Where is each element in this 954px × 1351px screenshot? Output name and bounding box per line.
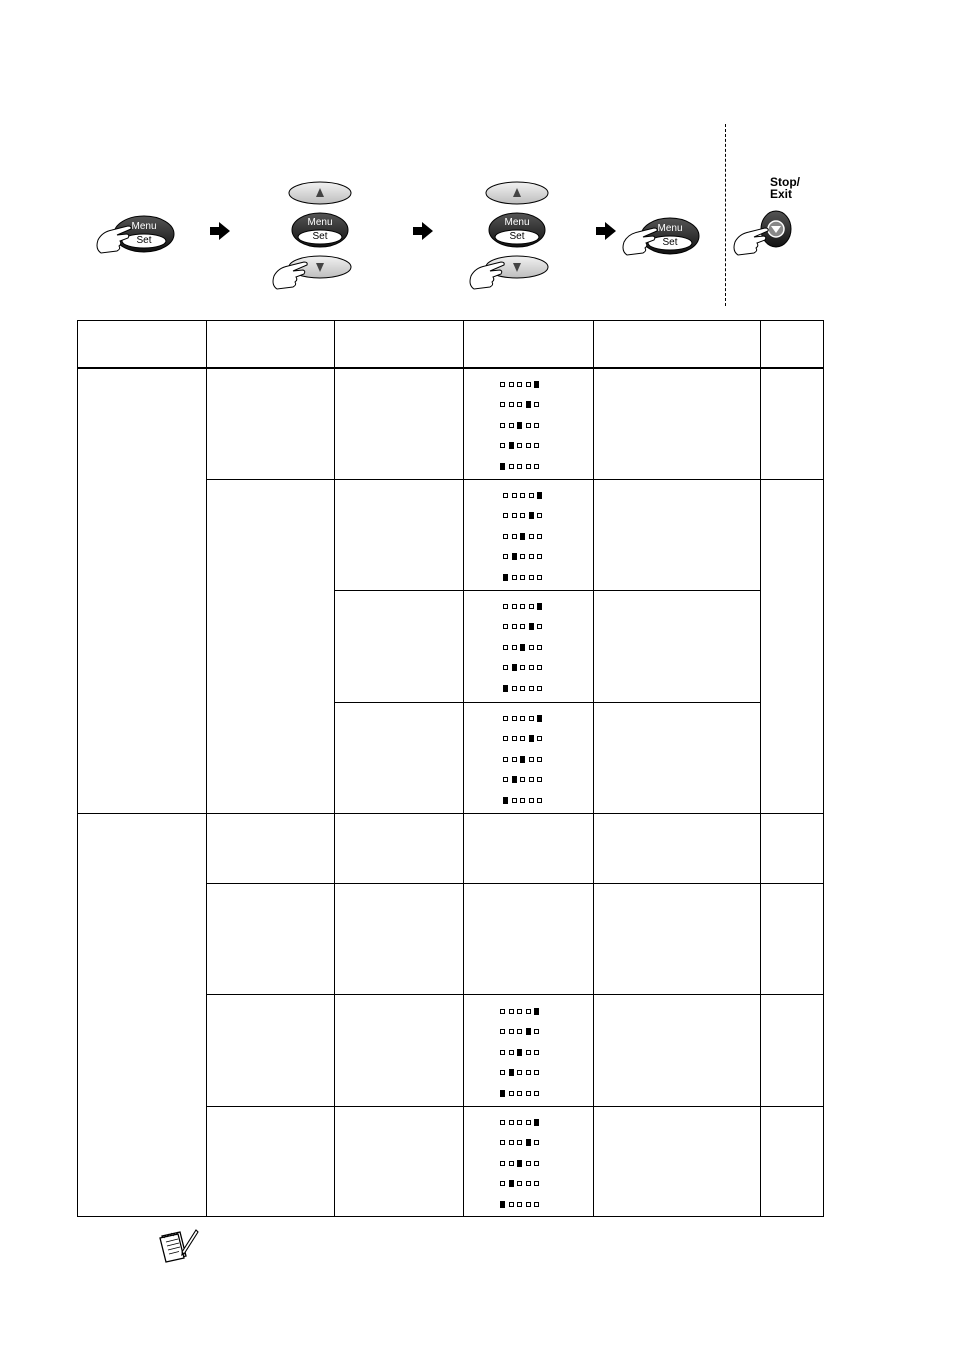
level-marker-filled	[512, 776, 517, 783]
level-marker-empty	[509, 1029, 514, 1034]
level-marker-empty	[526, 1050, 531, 1055]
col-line	[823, 320, 824, 1217]
row-line	[206, 1106, 824, 1107]
level-marker-empty	[517, 1202, 522, 1207]
level-marker-empty	[509, 1050, 514, 1055]
level-marker-empty	[529, 575, 534, 580]
level-marker-empty	[503, 624, 508, 629]
level-marker-empty	[517, 1140, 522, 1145]
level-marker-empty	[529, 757, 534, 762]
level-selector	[500, 1001, 560, 1104]
stop-exit-label	[770, 176, 800, 200]
level-marker-empty	[537, 624, 542, 629]
level-marker-empty	[534, 423, 539, 428]
level-row	[503, 729, 563, 750]
row-line	[77, 813, 824, 814]
level-marker-filled	[526, 401, 531, 408]
level-marker-empty	[500, 1009, 505, 1014]
level-marker-empty	[500, 402, 505, 407]
level-marker-empty	[537, 736, 542, 741]
level-marker-empty	[509, 464, 514, 469]
level-marker-empty	[512, 716, 517, 721]
arrow-right-icon	[596, 222, 616, 240]
level-marker-empty	[529, 777, 534, 782]
level-marker-empty	[520, 716, 525, 721]
level-marker-empty	[537, 777, 542, 782]
level-marker-empty	[529, 716, 534, 721]
menu-key-label: Menu	[131, 221, 157, 232]
level-marker-empty	[517, 382, 522, 387]
level-marker-empty	[534, 1202, 539, 1207]
level-marker-filled	[503, 574, 508, 581]
level-marker-empty	[520, 554, 525, 559]
level-row	[500, 456, 560, 477]
level-row	[503, 526, 563, 547]
level-marker-empty	[512, 736, 517, 741]
level-marker-filled	[529, 512, 534, 519]
level-marker-empty	[534, 1161, 539, 1166]
level-row	[500, 1153, 560, 1174]
level-marker-empty	[520, 493, 525, 498]
row-line	[334, 702, 760, 703]
level-marker-empty	[526, 1091, 531, 1096]
level-marker-empty	[529, 554, 534, 559]
level-marker-empty	[509, 1009, 514, 1014]
level-marker-empty	[500, 443, 505, 448]
level-marker-empty	[537, 798, 542, 803]
level-marker-filled	[500, 463, 505, 470]
level-marker-empty	[520, 798, 525, 803]
level-marker-empty	[526, 443, 531, 448]
hand-pointer-icon	[734, 228, 768, 255]
note-pad-icon	[158, 1226, 200, 1264]
level-marker-empty	[520, 686, 525, 691]
col-line	[77, 320, 78, 1217]
level-selector	[500, 374, 560, 477]
level-marker-filled	[526, 1028, 531, 1035]
level-marker-empty	[526, 1202, 531, 1207]
level-marker-filled	[534, 381, 539, 388]
table-border-bottom	[77, 1216, 824, 1217]
level-row	[500, 1194, 560, 1215]
level-row	[500, 1022, 560, 1043]
level-row	[503, 658, 563, 679]
level-marker-empty	[526, 382, 531, 387]
level-marker-empty	[500, 1029, 505, 1034]
level-marker-empty	[512, 534, 517, 539]
level-marker-empty	[534, 443, 539, 448]
level-selector	[503, 708, 563, 811]
level-marker-empty	[503, 493, 508, 498]
level-marker-empty	[503, 554, 508, 559]
level-marker-empty	[512, 624, 517, 629]
level-marker-empty	[517, 443, 522, 448]
level-marker-empty	[526, 423, 531, 428]
set-key-label: Set	[509, 231, 525, 242]
level-marker-empty	[529, 604, 534, 609]
level-marker-filled	[520, 756, 525, 763]
col-line	[760, 320, 761, 1217]
key-sequence-drawing	[0, 0, 954, 320]
level-marker-empty	[526, 1181, 531, 1186]
level-marker-empty	[512, 604, 517, 609]
level-selector	[500, 1112, 560, 1215]
level-marker-filled	[503, 797, 508, 804]
level-marker-empty	[534, 1140, 539, 1145]
level-marker-filled	[534, 1008, 539, 1015]
level-marker-empty	[534, 402, 539, 407]
level-marker-filled	[503, 685, 508, 692]
level-row	[503, 637, 563, 658]
level-row	[503, 596, 563, 617]
level-marker-filled	[512, 664, 517, 671]
level-marker-empty	[537, 686, 542, 691]
key-sequence	[0, 0, 954, 320]
row-line	[206, 994, 824, 995]
level-marker-empty	[517, 1070, 522, 1075]
col-line	[593, 320, 594, 1217]
level-marker-empty	[503, 665, 508, 670]
level-marker-empty	[520, 736, 525, 741]
level-marker-empty	[500, 1120, 505, 1125]
level-marker-empty	[534, 464, 539, 469]
level-marker-empty	[529, 493, 534, 498]
row-line	[206, 883, 824, 884]
level-marker-filled	[537, 603, 542, 610]
level-marker-empty	[503, 716, 508, 721]
level-marker-filled	[517, 422, 522, 429]
level-row	[500, 1001, 560, 1022]
arrow-right-icon	[210, 222, 230, 240]
level-marker-empty	[503, 777, 508, 782]
settings-table	[77, 320, 824, 1217]
level-marker-empty	[520, 665, 525, 670]
level-row	[503, 749, 563, 770]
level-marker-empty	[517, 1120, 522, 1125]
menu-key-label: Menu	[504, 217, 530, 228]
level-row	[503, 485, 563, 506]
level-marker-empty	[529, 686, 534, 691]
level-marker-empty	[512, 798, 517, 803]
level-marker-empty	[509, 423, 514, 428]
level-marker-empty	[537, 513, 542, 518]
level-marker-empty	[517, 1181, 522, 1186]
level-marker-empty	[503, 513, 508, 518]
level-marker-empty	[529, 798, 534, 803]
level-marker-empty	[534, 1091, 539, 1096]
stop-label: Stop/	[770, 175, 800, 189]
level-marker-empty	[520, 624, 525, 629]
level-marker-empty	[509, 1202, 514, 1207]
arrow-right-icon	[413, 222, 433, 240]
level-row	[500, 1063, 560, 1084]
level-row	[503, 547, 563, 568]
level-marker-empty	[509, 1161, 514, 1166]
level-marker-empty	[517, 464, 522, 469]
level-marker-empty	[537, 575, 542, 580]
level-marker-empty	[509, 1140, 514, 1145]
level-marker-empty	[534, 1050, 539, 1055]
level-marker-empty	[517, 1029, 522, 1034]
level-marker-empty	[517, 1009, 522, 1014]
level-row	[503, 790, 563, 811]
level-row	[503, 567, 563, 588]
menu-key-label: Menu	[307, 217, 333, 228]
level-marker-filled	[520, 644, 525, 651]
level-marker-empty	[500, 1070, 505, 1075]
table-border-top	[77, 320, 824, 321]
level-marker-empty	[537, 757, 542, 762]
level-marker-empty	[520, 604, 525, 609]
level-marker-filled	[517, 1049, 522, 1056]
level-marker-empty	[520, 777, 525, 782]
row-line	[334, 590, 760, 591]
col-line	[334, 320, 335, 1217]
level-marker-filled	[509, 1180, 514, 1187]
level-marker-empty	[509, 1091, 514, 1096]
level-marker-filled	[500, 1090, 505, 1097]
col-line	[206, 320, 207, 1217]
divider-dashed	[725, 124, 726, 306]
level-marker-empty	[503, 645, 508, 650]
level-marker-filled	[537, 492, 542, 499]
level-marker-empty	[509, 402, 514, 407]
level-selector	[503, 485, 563, 588]
level-marker-empty	[537, 665, 542, 670]
level-marker-empty	[512, 513, 517, 518]
level-marker-empty	[503, 736, 508, 741]
level-marker-empty	[503, 757, 508, 762]
exit-label: Exit	[770, 187, 793, 201]
level-marker-empty	[509, 1120, 514, 1125]
level-row	[503, 770, 563, 791]
level-marker-empty	[526, 1120, 531, 1125]
level-marker-filled	[500, 1201, 505, 1208]
level-marker-filled	[529, 623, 534, 630]
up-key-2[interactable]	[486, 182, 548, 204]
level-marker-empty	[512, 757, 517, 762]
level-marker-empty	[517, 402, 522, 407]
level-marker-empty	[520, 575, 525, 580]
level-marker-empty	[500, 1140, 505, 1145]
level-marker-empty	[512, 686, 517, 691]
level-marker-empty	[500, 382, 505, 387]
level-marker-filled	[529, 735, 534, 742]
up-key-1[interactable]	[289, 182, 351, 204]
set-key-label: Set	[136, 235, 152, 246]
level-marker-empty	[534, 1181, 539, 1186]
level-marker-filled	[526, 1139, 531, 1146]
level-marker-empty	[529, 665, 534, 670]
level-marker-empty	[503, 604, 508, 609]
level-marker-empty	[529, 534, 534, 539]
level-marker-empty	[537, 645, 542, 650]
level-row	[500, 415, 560, 436]
level-marker-filled	[509, 442, 514, 449]
level-row	[500, 1042, 560, 1063]
level-marker-filled	[534, 1119, 539, 1126]
level-marker-empty	[534, 1070, 539, 1075]
menu-key-label: Menu	[657, 223, 683, 234]
row-line	[206, 479, 824, 480]
level-row	[503, 617, 563, 638]
header-divider	[77, 367, 824, 369]
level-marker-empty	[517, 1091, 522, 1096]
level-marker-empty	[512, 575, 517, 580]
level-marker-empty	[512, 493, 517, 498]
level-marker-empty	[526, 1070, 531, 1075]
level-marker-empty	[529, 645, 534, 650]
level-marker-empty	[520, 513, 525, 518]
level-marker-filled	[512, 553, 517, 560]
level-row	[500, 1174, 560, 1195]
level-marker-filled	[537, 715, 542, 722]
level-marker-empty	[534, 1029, 539, 1034]
level-marker-empty	[512, 645, 517, 650]
level-row	[500, 1133, 560, 1154]
level-marker-empty	[500, 1050, 505, 1055]
col-line	[463, 320, 464, 1217]
level-marker-empty	[537, 534, 542, 539]
level-marker-empty	[526, 464, 531, 469]
level-selector	[503, 596, 563, 699]
level-marker-filled	[517, 1160, 522, 1167]
level-marker-empty	[509, 382, 514, 387]
level-marker-filled	[509, 1069, 514, 1076]
level-marker-empty	[503, 534, 508, 539]
level-row	[503, 678, 563, 699]
level-row	[500, 436, 560, 457]
level-marker-empty	[526, 1161, 531, 1166]
level-row	[500, 374, 560, 395]
level-marker-empty	[500, 1161, 505, 1166]
level-row	[503, 506, 563, 527]
level-row	[503, 708, 563, 729]
level-marker-empty	[500, 1181, 505, 1186]
set-key-label: Set	[312, 231, 328, 242]
level-row	[500, 395, 560, 416]
set-key-label: Set	[662, 237, 678, 248]
level-marker-empty	[537, 554, 542, 559]
level-marker-filled	[520, 533, 525, 540]
level-marker-empty	[500, 423, 505, 428]
level-marker-empty	[526, 1009, 531, 1014]
level-row	[500, 1083, 560, 1104]
level-row	[500, 1112, 560, 1133]
